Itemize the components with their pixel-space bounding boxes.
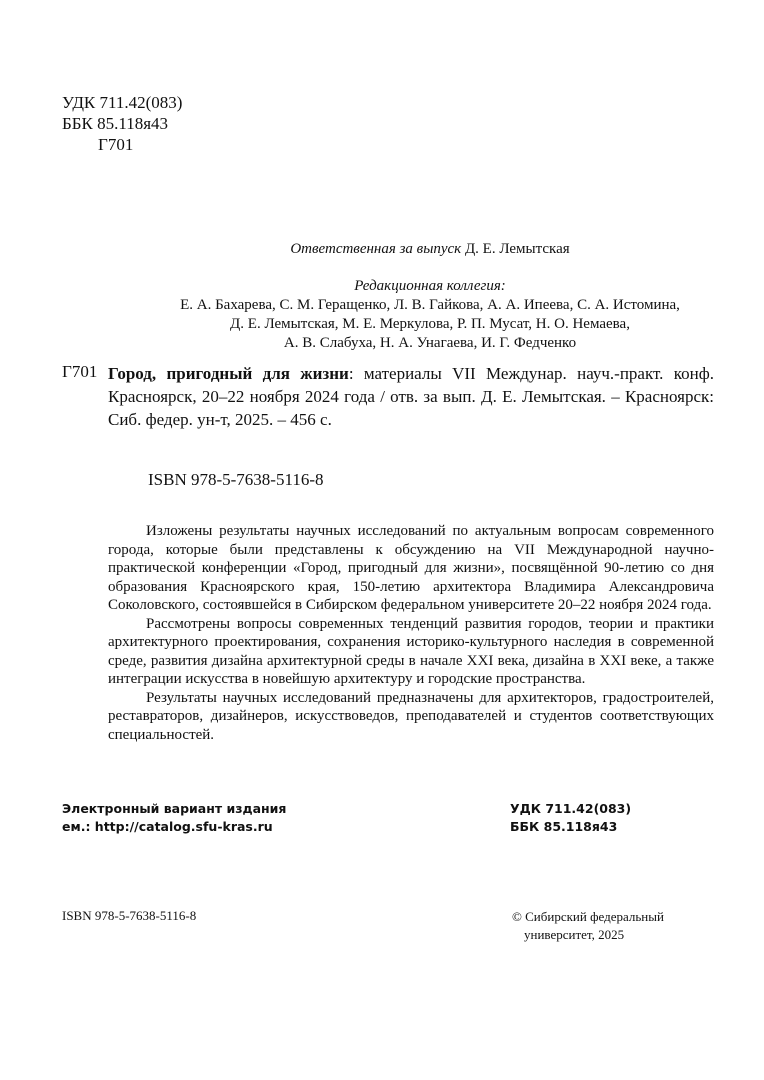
- copyright-line-1: © Сибирский федеральный: [512, 909, 664, 924]
- isbn-footer: ISBN 978-5-7638-5116-8: [62, 908, 197, 923]
- electronic-label: Электронный вариант издания: [62, 801, 287, 816]
- responsible-label: Ответственная за выпуск: [290, 241, 462, 257]
- biblio-mark: Г701: [62, 362, 98, 381]
- abstract-paragraph-3: Результаты научных исследований предназначены для архитекторов, градостроителей, реставраторов, дизайнеров, искусствоведов, преподавателей и студентов соответствующих специальностей.: [108, 689, 714, 743]
- electronic-edition: [62, 800, 286, 836]
- udk-code: УДК 711.42(083): [62, 93, 183, 112]
- electronic-url: ем.: http://catalog.sfu-kras.ru: [62, 819, 273, 834]
- abstract: [108, 522, 714, 744]
- classification-codes: [62, 92, 182, 155]
- bibliographic-description: [108, 362, 714, 431]
- copyright-line-2: университет, 2025: [524, 927, 625, 942]
- electronic-udk: УДК 711.42(083): [510, 801, 632, 816]
- abstract-paragraph-2: Рассмотрены вопросы современных тенденций развития городов, теории и практики архитектурного проектирования, сохранения историко-культурного наследия в современной среде, развития дизайна архитектурной среды в начале XXI века, дизайна в XXI веке, а также интеграции искусства в новейшую архитектуру и городские пространства.: [108, 615, 714, 687]
- responsible-editor: [180, 240, 680, 259]
- abstract-paragraph-1: Изложены результаты научных исследований по актуальным вопросам современного города, которые были представлены к обсуждению на VII Международной научно-практической конференции «Город, пригодный для жизни», посвящённой 90-летию со дня образования Красноярского края, 150-летию архитектора Владимира Александровича Соколовского, состоявшейся в Сибирском федеральном университете 20–22 ноября 2024 года.: [108, 523, 714, 613]
- board-line-2: Д. Е. Лемытская, М. Е. Меркулова, Р. П. Мусат, Н. О. Немаева,: [230, 316, 630, 332]
- isbn-main: ISBN 978-5-7638-5116-8: [148, 470, 324, 489]
- book-title: Город, пригодный для жизни: [108, 364, 349, 383]
- board-label: Редакционная коллегия:: [354, 278, 506, 294]
- author-mark: Г701: [98, 135, 134, 154]
- board-line-3: А. В. Слабуха, Н. А. Унагаева, И. Г. Федченко: [283, 335, 577, 351]
- responsible-name: Д. Е. Лемытская: [464, 241, 570, 257]
- bbk-code: ББК 85.118я43: [62, 114, 169, 133]
- electronic-bbk: ББК 85.118я43: [510, 819, 618, 834]
- biblio-details: : материалы VII Междунар. науч.-практ. конф. Красноярск, 20–22 ноября 2024 года / отв. за вып. Д. Е. Лемытская. – Красноярск: Сиб. федер. ун-т, 2025. – 456 с.: [108, 364, 714, 429]
- board-line-1: Е. А. Бахарева, С. М. Геращенко, Л. В. Гайкова, А. А. Ипеева, С. А. Истомина,: [180, 297, 680, 313]
- editorial-board: [180, 277, 680, 353]
- electronic-codes: [510, 800, 631, 836]
- copyright: [512, 908, 664, 944]
